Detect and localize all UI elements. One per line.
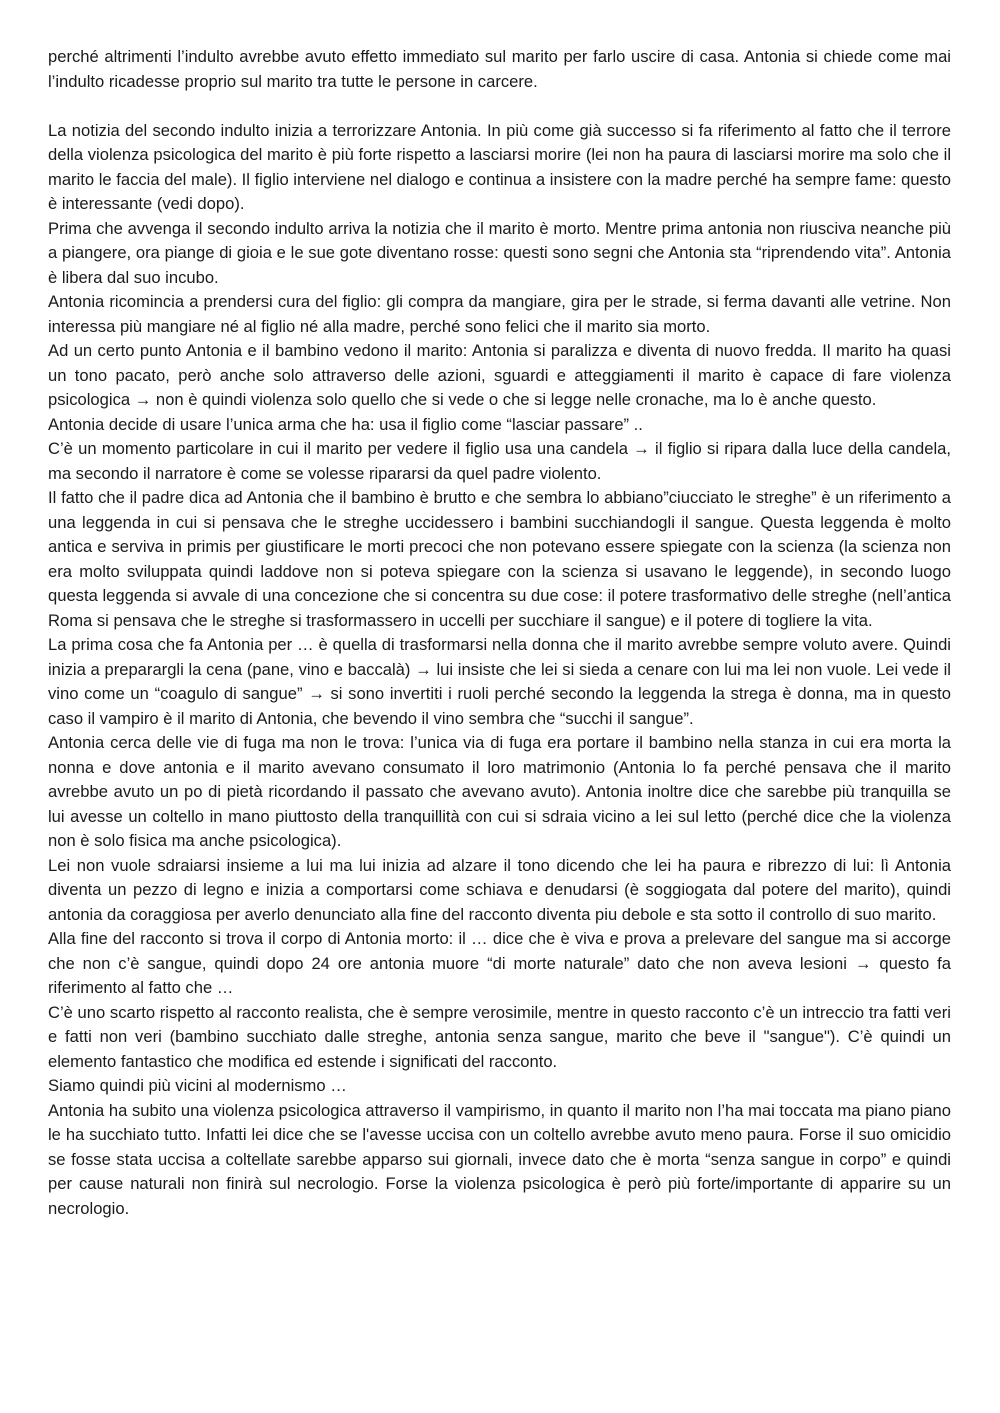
paragraph-2: La notizia del secondo indulto inizia a terrorizzare Antonia. In più come già successo si fa riferimento al fatto che il terrore della violenza psicologica del marito è più forte rispetto a lasciarsi morire (lei non ha paura di lasciarsi morire ma solo che il marito le faccia del male). Il figlio interviene nel dialogo e continua a insistere con la madre perché ha sempre fame: questo è interessante (vedi dopo). (48, 120, 951, 213)
paragraph-14: Siamo quindi più vicini al modernismo … (48, 1076, 347, 1095)
paragraph-6: Antonia decide di usare l’unica arma che ha: usa il figlio come “lasciar passare” .. (48, 414, 643, 434)
paragraph-11: Lei non vuole sdraiarsi insieme a lui ma lui inizia ad alzare il tono dicendo che lei ha paura e ribrezzo di lui: lì Antonia diventa un pezzo di legno e inizia a comportarsi come schiava e denudarsi (è soggiogata dal potere del marito), quindi antonia da coraggiosa per averlo denunciato alla fine del racconto diventa piu debole e sta sotto il controllo di suo marito. (48, 855, 951, 924)
paragraph-10: Antonia cerca delle vie di fuga ma non le trova: l’unica via di fuga era portare il bambino nella stanza in cui era morta la nonna e dove antonia e il marito avevano consumato il loro matrimonio (Antonia lo fa perché pensava che il marito avrebbe avuto un po di pietà ricordando il passato che avevano avuto). Antonia inoltre dice che sarebbe più tranquilla se lui avesse un coltello in mano piuttosto della tranquillità con cui si sdraia vicino a lei sul letto (perché dice che la violenza non è solo fisica ma anche psicologica). (48, 733, 951, 850)
paragraph-1: perché altrimenti l’indulto avrebbe avuto effetto immediato sul marito per farlo uscire di casa. Antonia si chiede come mai l’indulto ricadesse proprio sul marito tra tutte le persone in carcere. (48, 47, 951, 91)
paragraph-3: Prima che avvenga il secondo indulto arriva la notizia che il marito è morto. Mentre prima antonia non riusciva neanche più a piangere, ora piange di gioia e le sue gote diventano rosse: questi sono segni che Antonia sta “riprendendo vita”. Antonia è libera dal suo incubo. (48, 218, 951, 287)
paragraph-4: Antonia ricomincia a prendersi cura del figlio: gli compra da mangiare, gira per le strade, si ferma davanti alle vetrine. Non interessa più mangiare né al figlio né alla madre, perché sono felici che il marito sia morto. (48, 292, 951, 336)
paragraph-13: C’è uno scarto rispetto al racconto realista, che è sempre verosimile, mentre in questo racconto c’è un intreccio tra fatti veri e fatti non veri (bambino succhiato dalle streghe, antonia senza sangue, marito che beve il "sangue"). C’è quindi un elemento fantastico che modifica ed estende i significati del racconto. (48, 1002, 951, 1071)
document-page (48, 45, 951, 1221)
paragraph-7: C’è un momento particolare in cui il marito per vedere il figlio usa una candela → il figlio si ripara dalla luce della candela, ma secondo il narratore è come se volesse ripararsi da quel padre violento. (48, 439, 951, 483)
paragraph-12: Alla fine del racconto si trova il corpo di Antonia morto: il … dice che è viva e prova a prelevare del sangue ma si accorge che non c’è sangue, quindi dopo 24 ore antonia muore “di morte naturale” dato che non aveva lesioni → questo fa riferimento al fatto che … (48, 929, 951, 997)
paragraph-5: Ad un certo punto Antonia e il bambino vedono il marito: Antonia si paralizza e diventa di nuovo fredda. Il marito ha quasi un tono pacato, però anche solo attraverso delle azioni, sguardi e atteggiamenti il marito è capace di fare violenza psicologica → non è quindi violenza solo quello che si vede o che si legge nelle cronache, ma lo è anche questo. (48, 341, 951, 409)
paragraph-8: Il fatto che il padre dica ad Antonia che il bambino è brutto e che sembra lo abbiano”ciucciato le streghe” è un riferimento a una leggenda in cui si pensava che le streghe uccidessero i bambini succhiandogli il sangue. Questa leggenda è molto antica e serviva in primis per giustificare le morti precoci che non potevano essere spiegate con la scienza (la scienza non era molto sviluppata quindi laddove non si poteva spiegare con la scienza si usavano le leggende), in secondo luogo questa leggenda si avvale di una concezione che si concentra su due cose: il potere trasformativo delle streghe (nell’antica Roma si pensava che le streghe si trasformassero in uccelli per succhiare il sangue) e il potere di togliere la vita. (48, 488, 951, 630)
paragraph-9: La prima cosa che fa Antonia per … è quella di trasformarsi nella donna che il marito avrebbe sempre voluto avere. Quindi inizia a preparargli la cena (pane, vino e baccalà) → lui insiste che lei si sieda a cenare con lui ma lei non vuole. Lei vede il vino come un “coagulo di sangue” → si sono invertiti i ruoli perché secondo la leggenda la strega è donna, ma in questo caso il vampiro è il marito di Antonia, che bevendo il vino sembra che “succhi il sangue”. (48, 635, 951, 728)
paragraph-15: Antonia ha subito una violenza psicologica attraverso il vampirismo, in quanto il marito non l’ha mai toccata ma piano piano le ha succhiato tutto. Infatti lei dice che se l'avesse uccisa con un coltello avrebbe avuto meno paura. Forse il suo omicidio se fosse stata uccisa a coltellate sarebbe apparso sui giornali, invece dato che è morta “senza sangue in corpo” e quindi per cause naturali non finirà sul necrologio. Forse la violenza psicologica è però più forte/importante di apparire su un necrologio. (48, 1100, 952, 1218)
